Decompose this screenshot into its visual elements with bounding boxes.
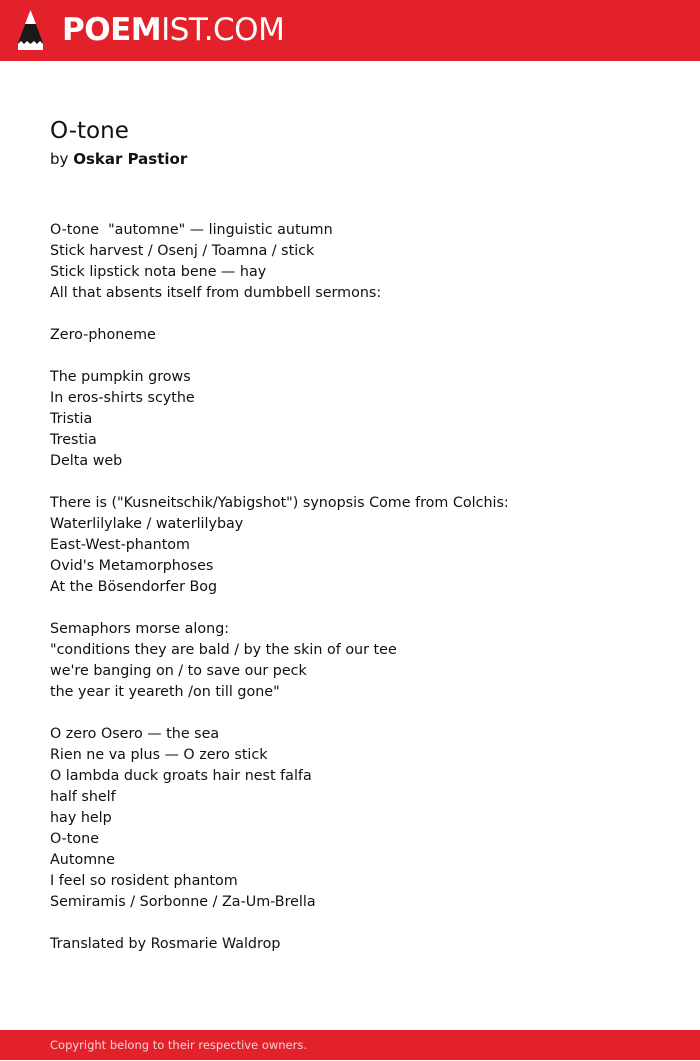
poem-line: half shelf xyxy=(50,789,116,805)
poem-line: Trestia xyxy=(50,432,97,448)
poem-line: East-West-phantom xyxy=(50,537,190,553)
poem-line: O lambda duck groats hair nest falfa xyxy=(50,768,312,784)
poem-stanza xyxy=(50,724,660,913)
site-header xyxy=(0,0,700,61)
byline xyxy=(50,148,660,170)
poem-stanza xyxy=(50,367,660,472)
brand-light: IST.COM xyxy=(161,12,285,48)
brand-bold: POEM xyxy=(62,12,162,48)
poem-line: There is ("Kusneitschik/Yabigshot") synopsis Come from Colchis: xyxy=(50,495,509,511)
poem-line: Delta web xyxy=(50,453,123,469)
site-footer xyxy=(0,1030,700,1060)
poem-line: we're banging on / to save our peck xyxy=(50,663,307,679)
poem-content xyxy=(50,115,660,976)
poem-line: Stick harvest / Osenj / Toamna / stick xyxy=(50,243,315,259)
poem-line: At the Bösendorfer Bog xyxy=(50,579,218,595)
poem-line: The pumpkin grows xyxy=(50,369,191,385)
poem-line: "conditions they are bald / by the skin of our tee xyxy=(50,642,397,658)
poem-line: Stick lipstick nota bene — hay xyxy=(50,264,267,280)
poem-line: Tristia xyxy=(50,411,93,427)
poem-line: hay help xyxy=(50,810,112,826)
poem-line: Zero-phoneme xyxy=(50,327,156,343)
poem-line: Semiramis / Sorbonne / Za-Um-Brella xyxy=(50,894,316,910)
site-logo-text[interactable] xyxy=(62,9,284,51)
poem-stanza xyxy=(50,934,660,955)
poem-line: Translated by Rosmarie Waldrop xyxy=(50,936,281,952)
poem-line: All that absents itself from dumbbell sermons: xyxy=(50,285,382,301)
copyright-text: Copyright belong to their respective owners. xyxy=(50,1038,308,1052)
poem-line: O-tone xyxy=(50,831,100,847)
poem-line: Ovid's Metamorphoses xyxy=(50,558,214,574)
by-label: by xyxy=(50,150,69,168)
poem-line: Rien ne va plus — O zero stick xyxy=(50,747,268,763)
poem-stanza xyxy=(50,220,660,304)
poem-line: O zero Osero — the sea xyxy=(50,726,220,742)
poem-line: I feel so rosident phantom xyxy=(50,873,238,889)
poem-stanza xyxy=(50,493,660,598)
author-name: Oskar Pastior xyxy=(73,150,188,168)
poem-line: Automne xyxy=(50,852,115,868)
poem-stanza xyxy=(50,325,660,346)
poem-title: O-tone xyxy=(50,118,129,144)
poem-line: In eros-shirts scythe xyxy=(50,390,195,406)
pencil-icon[interactable] xyxy=(17,9,44,51)
poem-stanza xyxy=(50,619,660,703)
poem-line: Semaphors morse along: xyxy=(50,621,230,637)
poem-line: Waterlilylake / waterlilybay xyxy=(50,516,244,532)
poem-body xyxy=(50,220,660,955)
poem-line: the year it yeareth /on till gone" xyxy=(50,684,280,700)
poem-line: O-tone "automne" — linguistic autumn xyxy=(50,222,333,238)
